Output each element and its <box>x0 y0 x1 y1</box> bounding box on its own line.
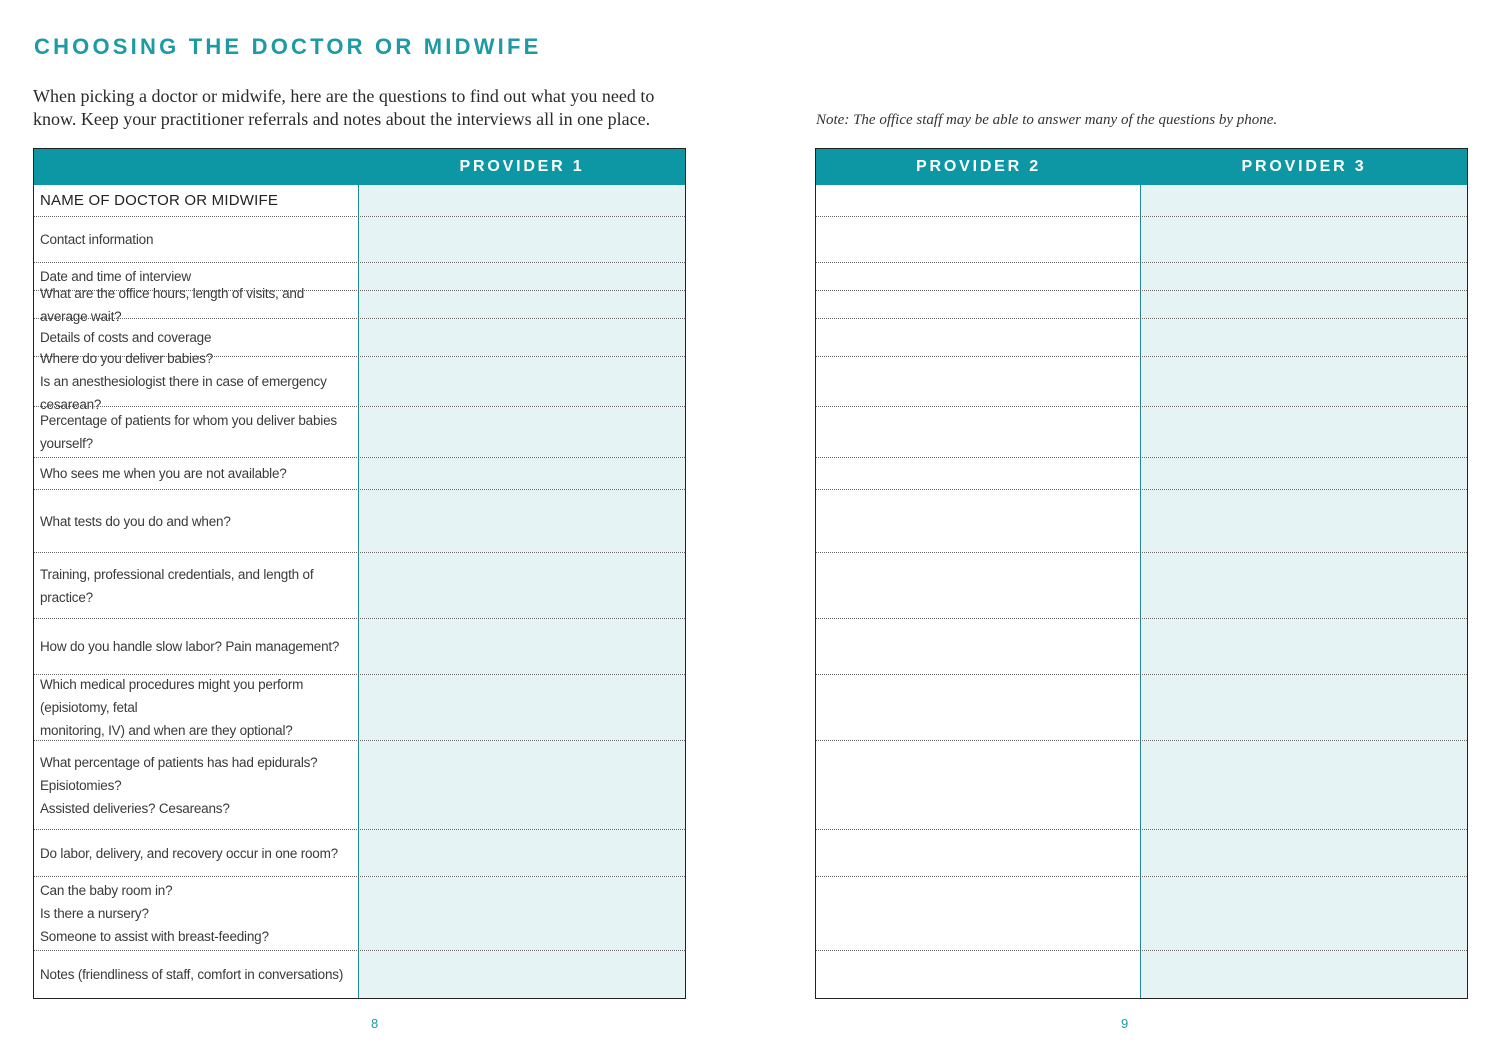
answer-cell-provider-2[interactable] <box>816 291 1141 318</box>
table-row <box>816 217 1467 263</box>
table-row <box>34 185 685 217</box>
answer-cell-provider-1[interactable] <box>359 458 685 489</box>
answer-cell-provider-2[interactable] <box>816 553 1141 618</box>
question-text: Who sees me when you are not available? <box>40 466 287 481</box>
question-text: Is an anesthesiologist there in case of emergency cesarean? <box>40 374 327 412</box>
question-cell <box>34 619 359 674</box>
question-text: Date and time of interview <box>40 269 191 284</box>
table-row <box>816 830 1467 877</box>
table-body <box>816 185 1467 998</box>
answer-cell-provider-1[interactable] <box>359 951 685 998</box>
page-number-left: 8 <box>371 1016 379 1031</box>
answer-cell-provider-2[interactable] <box>816 185 1141 216</box>
answer-cell-provider-1[interactable] <box>359 877 685 950</box>
header-provider-3: PROVIDER 3 <box>1241 158 1367 175</box>
answer-cell-provider-3[interactable] <box>1141 877 1467 950</box>
table-row <box>816 877 1467 951</box>
answer-cell-provider-2[interactable] <box>816 490 1141 552</box>
table-row <box>816 619 1467 675</box>
table-row <box>34 351 685 412</box>
answer-cell-provider-2[interactable] <box>816 407 1141 457</box>
question-text: Assisted deliveries? Cesareans? <box>40 800 230 816</box>
answer-cell-provider-3[interactable] <box>1141 675 1467 740</box>
table-row <box>816 553 1467 619</box>
header-provider-1: PROVIDER 1 <box>459 158 585 175</box>
question-cell <box>34 741 359 829</box>
answer-cell-provider-1[interactable] <box>359 185 685 216</box>
table-row <box>816 951 1467 998</box>
question-cell <box>34 877 359 950</box>
page-title: CHOOSING THE DOCTOR OR MIDWIFE <box>34 34 542 59</box>
question-text: Contact information <box>40 232 154 247</box>
answer-cell-provider-3[interactable] <box>1141 407 1467 457</box>
answer-cell-provider-3[interactable] <box>1141 619 1467 674</box>
table-row <box>816 185 1467 217</box>
answer-cell-provider-2[interactable] <box>816 263 1141 290</box>
table-header <box>34 149 685 185</box>
table-row <box>816 407 1467 458</box>
answer-cell-provider-2[interactable] <box>816 877 1141 950</box>
table-row <box>34 830 685 877</box>
answer-cell-provider-2[interactable] <box>816 741 1141 829</box>
question-cell <box>34 407 359 457</box>
answer-cell-provider-1[interactable] <box>359 741 685 829</box>
answer-cell-provider-3[interactable] <box>1141 263 1467 290</box>
answer-cell-provider-3[interactable] <box>1141 185 1467 216</box>
table-row <box>34 217 685 263</box>
answer-cell-provider-1[interactable] <box>359 490 685 552</box>
question-cell <box>34 675 359 740</box>
table-row <box>34 741 685 830</box>
table-row <box>34 553 685 619</box>
question-cell <box>34 951 359 998</box>
answer-cell-provider-3[interactable] <box>1141 553 1467 618</box>
question-cell <box>34 553 359 618</box>
answer-cell-provider-2[interactable] <box>816 951 1141 998</box>
question-text: Which medical procedures might you perform (episiotomy, fetal <box>40 677 304 715</box>
question-cell <box>34 217 359 262</box>
providers-table <box>815 148 1468 999</box>
table-row <box>816 319 1467 357</box>
table-row <box>34 490 685 553</box>
note-text: Note: The office staff may be able to answer many of the questions by phone. <box>816 112 1278 128</box>
intro-text: When picking a doctor or midwife, here are the questions to find out what you need to know. Keep your practitioner referrals and notes about the interviews all in one place. <box>33 86 655 129</box>
header-blank <box>34 149 359 185</box>
table-row <box>816 291 1467 319</box>
table-row <box>816 490 1467 553</box>
answer-cell-provider-2[interactable] <box>816 675 1141 740</box>
answer-cell-provider-2[interactable] <box>816 830 1141 876</box>
answer-cell-provider-3[interactable] <box>1141 291 1467 318</box>
answer-cell-provider-3[interactable] <box>1141 830 1467 876</box>
answer-cell-provider-3[interactable] <box>1141 319 1467 356</box>
question-text: Percentage of patients for whom you deliver babies yourself? <box>40 413 337 451</box>
question-text: How do you handle slow labor? Pain management? <box>40 639 340 654</box>
answer-cell-provider-2[interactable] <box>816 458 1141 489</box>
question-text: monitoring, IV) and when are they optional? <box>40 723 293 738</box>
answer-cell-provider-1[interactable] <box>359 619 685 674</box>
answer-cell-provider-3[interactable] <box>1141 458 1467 489</box>
answer-cell-provider-1[interactable] <box>359 357 685 406</box>
question-cell <box>34 351 359 412</box>
question-text: Someone to assist with breast-feeding? <box>40 929 269 944</box>
table-row <box>34 407 685 458</box>
question-cell <box>34 285 359 324</box>
table-row <box>816 675 1467 741</box>
answer-cell-provider-1[interactable] <box>359 407 685 457</box>
page-number-right: 9 <box>1121 1016 1129 1031</box>
table-row <box>34 675 685 741</box>
answer-cell-provider-1[interactable] <box>359 553 685 618</box>
question-text: Notes (friendliness of staff, comfort in conversations) <box>40 967 344 982</box>
question-text: NAME OF DOCTOR OR MIDWIFE <box>40 192 279 209</box>
question-text: Training, professional credentials, and length of practice? <box>40 566 314 605</box>
header-provider-2: PROVIDER 2 <box>916 158 1041 175</box>
question-cell <box>34 458 359 489</box>
table-row <box>816 263 1467 291</box>
answer-cell-provider-2[interactable] <box>816 217 1141 262</box>
question-text: Do labor, delivery, and recovery occur in one room? <box>40 845 338 861</box>
answer-cell-provider-3[interactable] <box>1141 217 1467 262</box>
answer-cell-provider-2[interactable] <box>816 319 1141 356</box>
question-cell <box>34 490 359 552</box>
table-row <box>816 458 1467 490</box>
table-header <box>816 149 1467 185</box>
answer-cell-provider-1[interactable] <box>359 675 685 740</box>
question-text: Can the baby room in? <box>40 883 173 898</box>
table-row <box>816 741 1467 830</box>
answer-cell-provider-3[interactable] <box>1141 357 1467 406</box>
question-text: Is there a nursery? <box>40 906 149 921</box>
answer-cell-provider-1[interactable] <box>359 291 685 318</box>
table-row <box>34 951 685 998</box>
question-text: What are the office hours, length of visits, and average wait? <box>40 285 305 324</box>
question-text: Details of costs and coverage <box>40 330 212 345</box>
table-row <box>34 458 685 490</box>
table-row <box>34 285 685 324</box>
question-text: Where do you deliver babies? <box>40 351 214 366</box>
table-row <box>34 877 685 951</box>
answer-cell-provider-1[interactable] <box>359 217 685 262</box>
question-cell <box>34 830 359 876</box>
questions-table <box>33 148 686 999</box>
answer-cell-provider-1[interactable] <box>359 830 685 876</box>
answer-cell-provider-1[interactable] <box>359 319 685 356</box>
answer-cell-provider-2[interactable] <box>816 357 1141 406</box>
answer-cell-provider-3[interactable] <box>1141 490 1467 552</box>
question-text: What percentage of patients has had epidurals? Episiotomies? <box>40 754 318 793</box>
answer-cell-provider-2[interactable] <box>816 619 1141 674</box>
table-row <box>816 357 1467 407</box>
question-cell <box>34 185 359 216</box>
question-text: What tests do you do and when? <box>40 513 231 529</box>
answer-cell-provider-3[interactable] <box>1141 951 1467 998</box>
table-row <box>34 619 685 675</box>
answer-cell-provider-3[interactable] <box>1141 741 1467 829</box>
table-body <box>34 185 685 998</box>
answer-cell-provider-1[interactable] <box>359 263 685 290</box>
